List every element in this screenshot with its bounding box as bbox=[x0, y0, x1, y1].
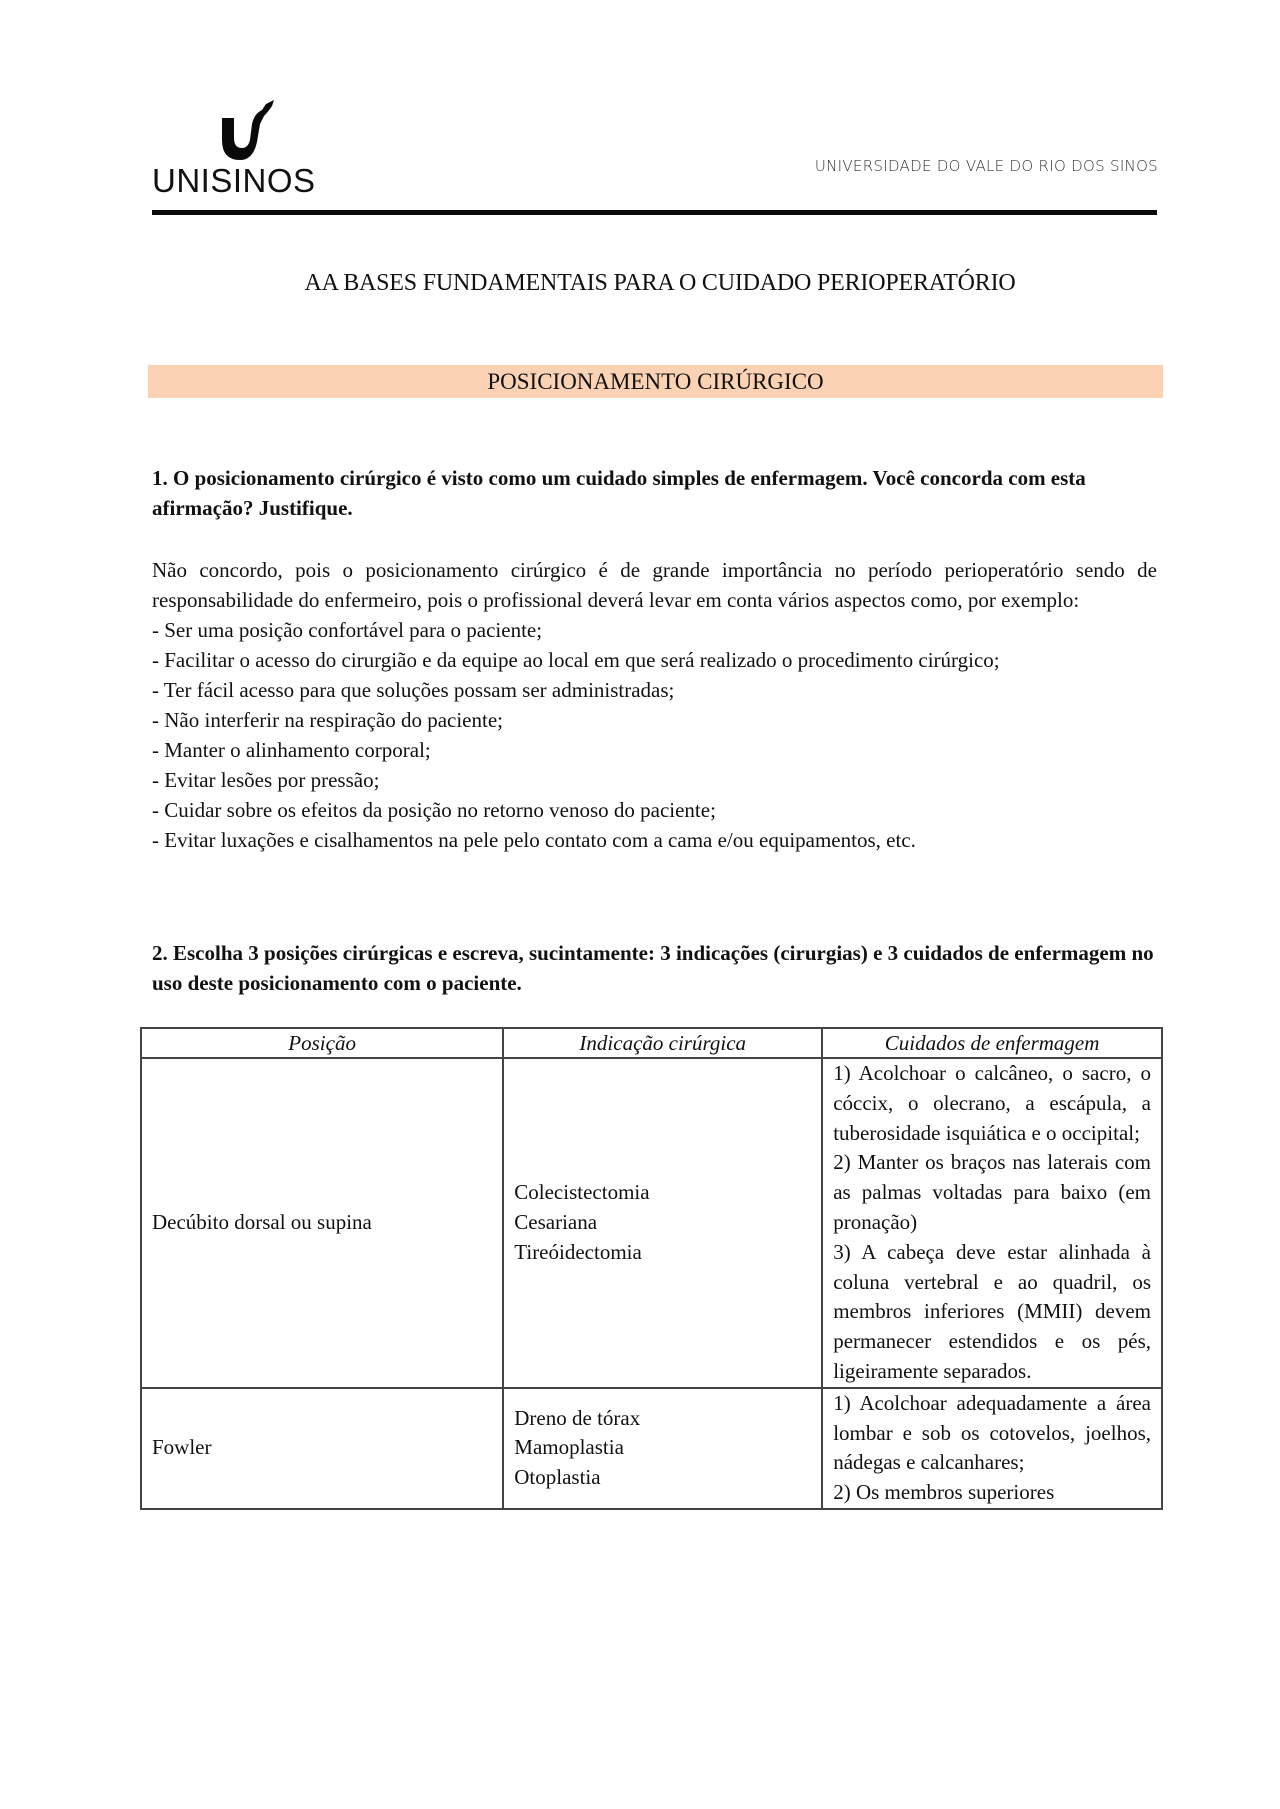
cell-care bbox=[822, 1388, 1162, 1509]
care-item: 3) A cabeça deve estar alinhada à coluna vertebral e ao quadril, os membros inferiores (MMII) devem permanecer estendidos e os pés, ligeiramente separados. bbox=[833, 1239, 1151, 1383]
logo-wordmark: UNISINOS bbox=[152, 162, 316, 199]
indication-item: Mamoplastia bbox=[514, 1435, 624, 1460]
care-item: 1) Acolchoar adequadamente a área lombar e sob os cotovelos, joelhos, nádegas e calcanhares; bbox=[833, 1390, 1151, 1475]
cell-position: Fowler bbox=[141, 1388, 503, 1509]
indication-item: Tireóidectomia bbox=[514, 1239, 642, 1264]
positions-table bbox=[140, 1027, 1163, 1510]
answer-bullet: - Evitar lesões por pressão; bbox=[152, 768, 380, 792]
answer-bullet: - Ser uma posição confortável para o paciente; bbox=[152, 618, 543, 642]
question-2: 2. Escolha 3 posições cirúrgicas e escreva, sucintamente: 3 indicações (cirurgias) e 3 cuidados de enfermagem no uso deste posicionamento com o paciente. bbox=[152, 941, 1154, 995]
answer-bullet: - Manter o alinhamento corporal; bbox=[152, 738, 431, 762]
answer-bullet: - Cuidar sobre os efeitos da posição no retorno venoso do paciente; bbox=[152, 798, 716, 822]
cell-indications bbox=[503, 1388, 822, 1509]
header-indication: Indicação cirúrgica bbox=[503, 1028, 822, 1058]
header-care: Cuidados de enfermagem bbox=[822, 1028, 1162, 1058]
indication-item: Colecistectomia bbox=[514, 1180, 650, 1205]
answer-bullet: - Facilitar o acesso do cirurgião e da equipe ao local em que será realizado o procedimento cirúrgico; bbox=[152, 648, 1000, 672]
indication-item: Otoplastia bbox=[514, 1465, 601, 1490]
cell-indications bbox=[503, 1058, 822, 1388]
cell-care bbox=[822, 1058, 1162, 1388]
care-item: 2) Manter os braços nas laterais com as palmas voltadas para baixo (em pronação) bbox=[833, 1150, 1151, 1234]
question-1: 1. O posicionamento cirúrgico é visto como um cuidado simples de enfermagem. Você concorda com esta afirmação? Justifique. bbox=[152, 466, 1086, 520]
indication-item: Cesariana bbox=[514, 1209, 598, 1234]
answer-bullet: - Ter fácil acesso para que soluções possam ser administradas; bbox=[152, 678, 675, 702]
section-title: POSICIONAMENTO CIRÚRGICO bbox=[148, 365, 1163, 398]
header-position: Posição bbox=[141, 1028, 503, 1058]
document-title: AA BASES FUNDAMENTAIS PARA O CUIDADO PERIOPERATÓRIO bbox=[304, 270, 1016, 296]
care-item: 1) Acolchoar o calcâneo, o sacro, o cóccix, o olecrano, a escápula, a tuberosidade isquiática e o occipital; bbox=[833, 1061, 1151, 1145]
university-name: UNIVERSIDADE DO VALE DO RIO DOS SINOS bbox=[814, 157, 1158, 175]
care-item: 2) Os membros superiores bbox=[833, 1480, 1055, 1505]
cell-position: Decúbito dorsal ou supina bbox=[141, 1058, 503, 1388]
unisinos-logo-icon bbox=[220, 100, 276, 160]
table-row bbox=[141, 1388, 1162, 1509]
answer-bullet: - Não interferir na respiração do paciente; bbox=[152, 708, 503, 732]
table-header-row bbox=[141, 1028, 1162, 1058]
answer-1 bbox=[152, 555, 1157, 855]
answer-bullet: - Evitar luxações e cisalhamentos na pele pelo contato com a cama e/ou equipamentos, etc. bbox=[152, 828, 916, 852]
header-divider bbox=[152, 210, 1157, 215]
indication-item: Dreno de tórax bbox=[514, 1405, 641, 1430]
table-row bbox=[141, 1058, 1162, 1388]
answer-intro: Não concordo, pois o posicionamento cirúrgico é de grande importância no período perioperatório sendo de responsabilidade do enfermeiro, pois o profissional deverá levar em conta vários aspectos como, por exemplo: bbox=[152, 558, 1157, 612]
